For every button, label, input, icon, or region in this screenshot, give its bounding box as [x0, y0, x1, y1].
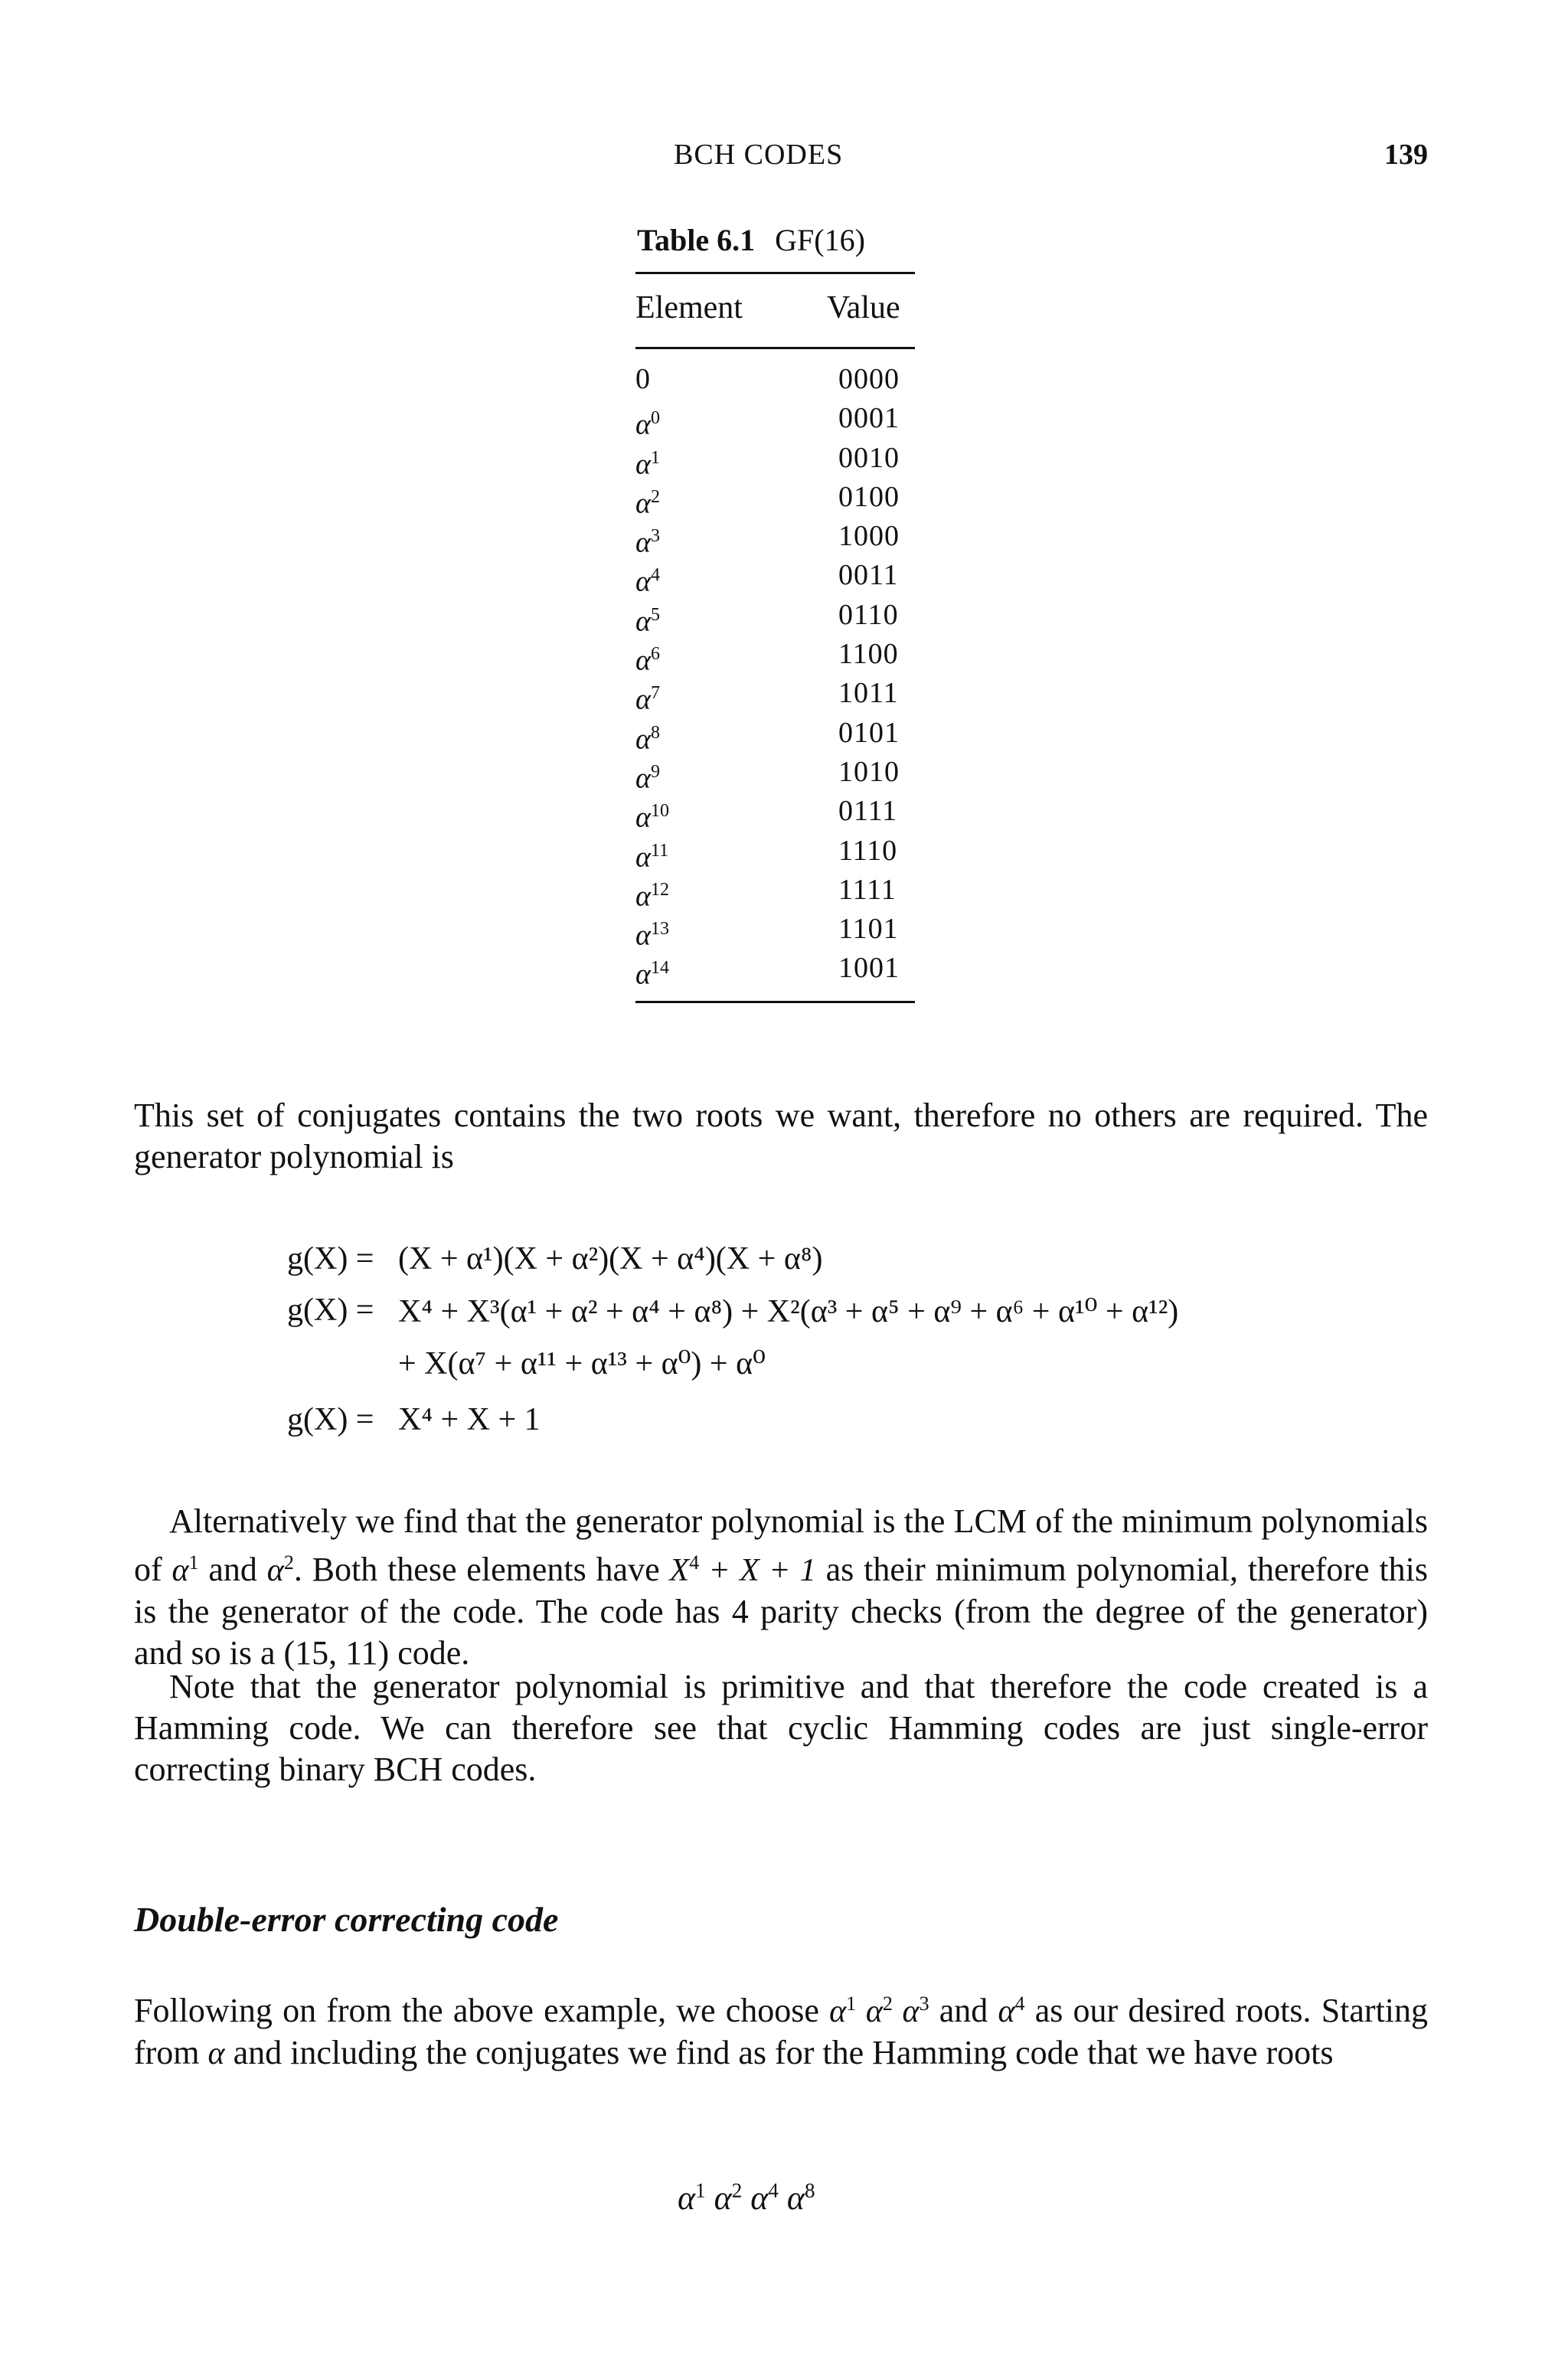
- element-cell: $\alpha^0$: [635, 408, 660, 441]
- page-header: [0, 138, 1568, 184]
- value-cell: 0100: [838, 480, 900, 513]
- equation-line-1: (X + α¹)(X + α²)(X + α⁴)(X + α⁸): [398, 1241, 823, 1277]
- value-cell: 1111: [838, 873, 897, 906]
- element-cell: $\alpha^4$: [635, 565, 660, 599]
- value-cell: 0011: [838, 559, 899, 592]
- equation-line-2: X⁴ + X³(α¹ + α² + α⁴ + α⁸) + X²(α³ + α⁵ + α⁹ + α⁶ + α¹⁰ + α¹²): [398, 1294, 1179, 1329]
- table-row: [635, 556, 915, 599]
- value-cell: 1011: [838, 677, 899, 710]
- value-cell: 0001: [838, 402, 900, 435]
- table-title: GF(16): [775, 223, 865, 257]
- element-cell: $\alpha^{10}$: [635, 801, 669, 834]
- table-row: [635, 792, 915, 834]
- element-cell: $\alpha^1$: [635, 447, 660, 481]
- value-cell: 0101: [838, 716, 900, 749]
- element-cell: 0: [635, 363, 650, 395]
- element-cell: $\alpha^{11}$: [635, 840, 669, 874]
- element-cell: $\alpha^8$: [635, 722, 660, 756]
- section-heading: Double-error correcting code: [134, 1900, 559, 1939]
- running-head: BCH CODES: [674, 139, 844, 171]
- roots-display: $\alpha^1$ $\alpha^2$ $\alpha^4$ $\alpha^8$: [678, 2179, 815, 2217]
- table-caption: [637, 222, 865, 258]
- element-cell: $\alpha^9$: [635, 761, 660, 795]
- table-row: [635, 596, 915, 638]
- page-number: 139: [1384, 139, 1428, 171]
- table-row: [635, 910, 915, 952]
- table-row: [635, 439, 915, 481]
- element-cell: $\alpha^5$: [635, 604, 660, 638]
- element-cell: $\alpha^{12}$: [635, 879, 669, 913]
- table-row: [635, 399, 915, 441]
- value-cell: 0010: [838, 441, 900, 474]
- equation-line-3: + X(α⁷ + α¹¹ + α¹³ + α⁰) + α⁰: [398, 1346, 766, 1381]
- paragraph-conjugates: This set of conjugates contains the two roots we want, therefore no others are required. The generator polynomial is: [134, 1097, 1428, 1175]
- table-row: [635, 714, 915, 756]
- table-row: [635, 635, 915, 677]
- paragraph-lcm: Alternatively we find that the generator polynomial is the LCM of the minimum polynomials of $\alpha^1$ and $\alpha^2$. Both these elements have $X^4 + X + 1$ as their minimum polynomial, therefore this is the generator of the code. The code has 4 parity checks (from the degree of the generator) and so is a (15, 11) code.: [134, 1502, 1429, 1672]
- equation-lhs-2: g(X) =: [287, 1293, 374, 1328]
- column-header-element: Element: [635, 290, 743, 325]
- value-cell: 1010: [838, 755, 900, 788]
- value-cell: 1000: [838, 520, 900, 553]
- table-row: [635, 478, 915, 520]
- table-top-rule: [635, 272, 915, 274]
- table-row: [635, 360, 915, 399]
- value-cell: 1101: [838, 913, 899, 946]
- equation-lhs-4: g(X) =: [287, 1402, 374, 1437]
- table-bottom-rule: [635, 1001, 915, 1003]
- element-cell: $\alpha^6$: [635, 644, 660, 677]
- table-row: [635, 517, 915, 559]
- table-row: [635, 871, 915, 913]
- element-cell: $\alpha^3$: [635, 526, 660, 559]
- paragraph-double-error: Following on from the above example, we choose $\alpha^1$ $\alpha^2$ $\alpha^3$ and $\alpha^4$ as our desired roots. Starting from α and including the conjugates we find as for the Hamming code that we have roots: [134, 1992, 1429, 2071]
- paragraph-hamming: Note that the generator polynomial is primitive and that therefore the code created is a Hamming code. We can therefore see that cyclic Hamming codes are just single-error correcting binary BCH codes.: [134, 1668, 1428, 1788]
- equation-line-4: X⁴ + X + 1: [398, 1402, 541, 1437]
- value-cell: 1110: [838, 834, 898, 867]
- value-cell: 1100: [838, 638, 899, 671]
- column-header-value: Value: [827, 290, 900, 325]
- table-row: [635, 674, 915, 717]
- value-cell: 0000: [838, 363, 900, 395]
- table-header-rule: [635, 347, 915, 349]
- element-cell: $\alpha^2$: [635, 486, 660, 520]
- table-row: [635, 949, 915, 992]
- value-cell: 1001: [838, 952, 900, 985]
- element-cell: $\alpha^{14}$: [635, 958, 669, 992]
- table-body: [635, 360, 915, 992]
- equation-lhs-1: g(X) =: [287, 1241, 374, 1277]
- value-cell: 0111: [838, 795, 898, 828]
- element-cell: $\alpha^7$: [635, 683, 660, 717]
- table-label: Table 6.1: [637, 223, 756, 257]
- table-row: [635, 753, 915, 795]
- value-cell: 0110: [838, 598, 899, 631]
- table-row: [635, 832, 915, 874]
- element-cell: $\alpha^{13}$: [635, 919, 669, 952]
